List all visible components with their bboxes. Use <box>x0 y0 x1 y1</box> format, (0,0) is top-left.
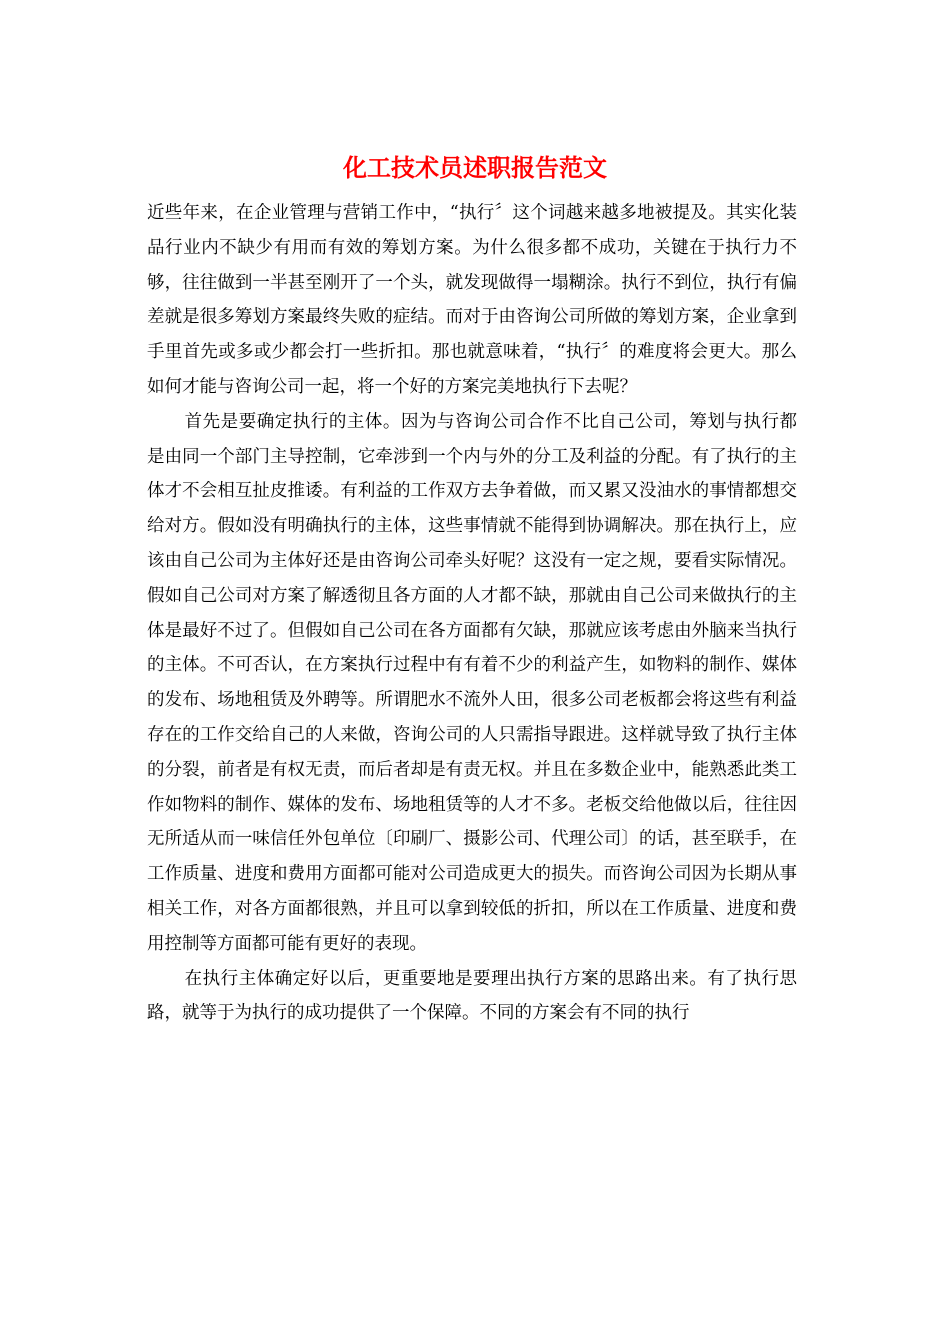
document-title: 化工技术员述职报告范文 <box>343 153 607 182</box>
paragraph-execution-subject: 首先是要确定执行的主体。因为与咨询公司合作不比自己公司，筹划与执行都是由同一个部门主导控制，它牵涉到一个内与外的分工及利益的分配。有了执行的主体才不会相互扯皮推诿。有利益的工作双方去争着做，而又累又没油水的事情都想交给对方。假如没有明确执行的主体，这些事情就不能得到协调解决。那在执行上，应该由自己公司为主体好还是由咨询公司牵头好呢？这没有一定之规，要看实际情况。假如自己公司对方案了解透彻且各方面的人才都不缺，那就由自己公司来做执行的主体是最好不过了。但假如自己公司在各方面都有欠缺，那就应该考虑由外脑来当执行的主体。不可否认，在方案执行过程中有有着不少的利益产生，如物料的制作、媒体的发布、场地租赁及外聘等。所谓肥水不流外人田，很多公司老板都会将这些有利益存在的工作交给自己的人来做，咨询公司的人只需指导跟进。这样就导致了执行主体的分裂，前者是有权无责，而后者却是有责无权。并且在多数企业中，能熟悉此类工作如物料的制作、媒体的发布、场地租赁等的人才不多。老板交给他做以后，往往因无所适从而一味信任外包单位〔印刷厂、摄影公司、代理公司〕的话，甚至联手，在工作质量、进度和费用方面都可能对公司造成更大的损失。而咨询公司因为长期从事相关工作，对各方面都很熟，并且可以拿到较低的折扣，所以在工作质量、进度和费用控制等方面都可能有更好的表现。 <box>147 411 797 954</box>
document-body <box>147 196 797 1031</box>
paragraph-intro: 近些年来，在企业管理与营销工作中，“执行〞这个词越来越多地被提及。其实化装品行业内不缺少有用而有效的筹划方案。为什么很多都不成功，关键在于执行力不够，往往做到一半甚至刚开了一个头，就发现做得一塌糊涂。执行不到位，执行有偏差就是很多筹划方案最终失败的症结。而对于由咨询公司所做的筹划方案，企业拿到手里首先或多或少都会打一些折扣。那也就意味着，“执行〞的难度将会更大。那么如何才能与咨询公司一起，将一个好的方案完美地执行下去呢？ <box>147 203 797 397</box>
paragraph-execution-approach: 在执行主体确定好以后，更重要地是要理出执行方案的思路出来。有了执行思路，就等于为执行的成功提供了一个保障。不同的方案会有不同的执行 <box>147 968 797 1024</box>
